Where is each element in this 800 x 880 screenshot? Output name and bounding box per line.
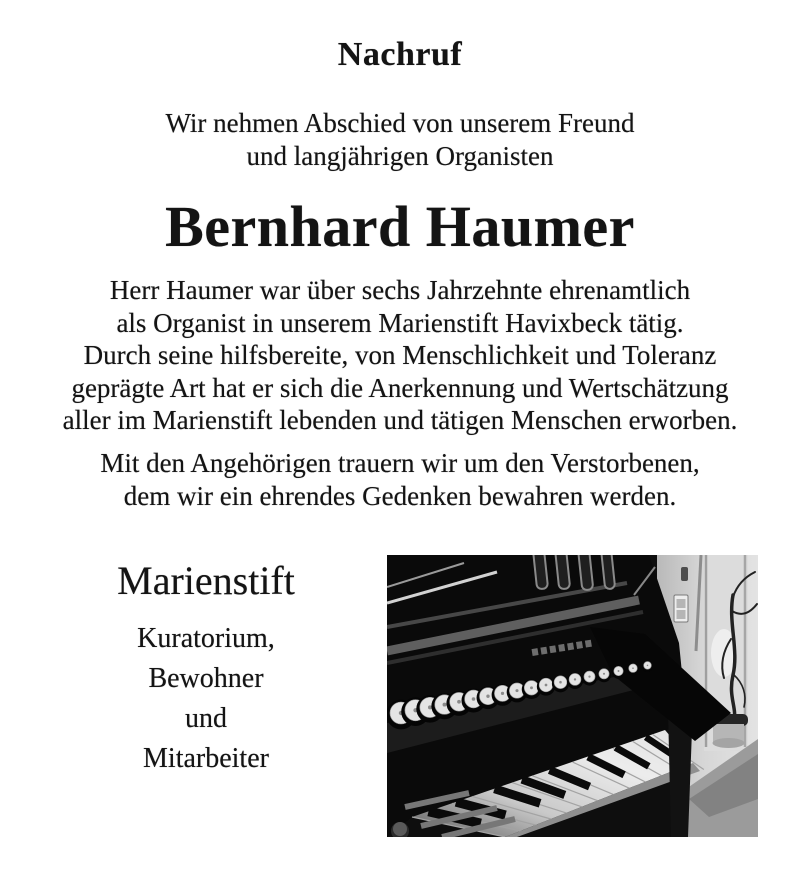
signature-block [76, 556, 336, 779]
deceased-name: Bernhard Haumer [165, 194, 635, 259]
signature-member: Kuratorium, [137, 623, 275, 654]
tribute-line: Durch seine hilfsbereite, von Menschlichkeit und Toleranz [83, 340, 717, 370]
tribute-line: aller im Marienstift lebenden und tätigen Menschen erworben. [62, 405, 738, 435]
mourning-line: Mit den Angehörigen trauern wir um den Verstorbenen, [100, 448, 700, 478]
intro-line: Wir nehmen Abschied von unserem Freund [165, 108, 635, 138]
page-title: Nachruf [337, 36, 463, 73]
mourning-paragraph [18, 447, 782, 512]
signature-member: Bewohner [148, 663, 264, 694]
signature-members [76, 619, 336, 779]
mourning-line: dem wir ein ehrendes Gedenken bewahren werden. [123, 480, 677, 511]
organ-photo [387, 555, 758, 837]
signature-member: Mitarbeiter [143, 743, 269, 774]
tribute-line: geprägte Art hat er sich die Anerkennung und Wertschätzung [71, 372, 729, 403]
intro-line: und langjährigen Organisten [246, 141, 554, 171]
tribute-line: als Organist in unserem Marienstift Havixbeck tätig. [116, 307, 684, 338]
organization-name: Marienstift [117, 558, 295, 603]
intro-text [0, 107, 800, 173]
tribute-line: Herr Haumer war über sechs Jahrzehnte ehrenamtlich [109, 275, 691, 305]
organ-photo-illustration [387, 555, 758, 837]
tribute-paragraph [18, 274, 782, 437]
signature-member: und [185, 703, 227, 734]
